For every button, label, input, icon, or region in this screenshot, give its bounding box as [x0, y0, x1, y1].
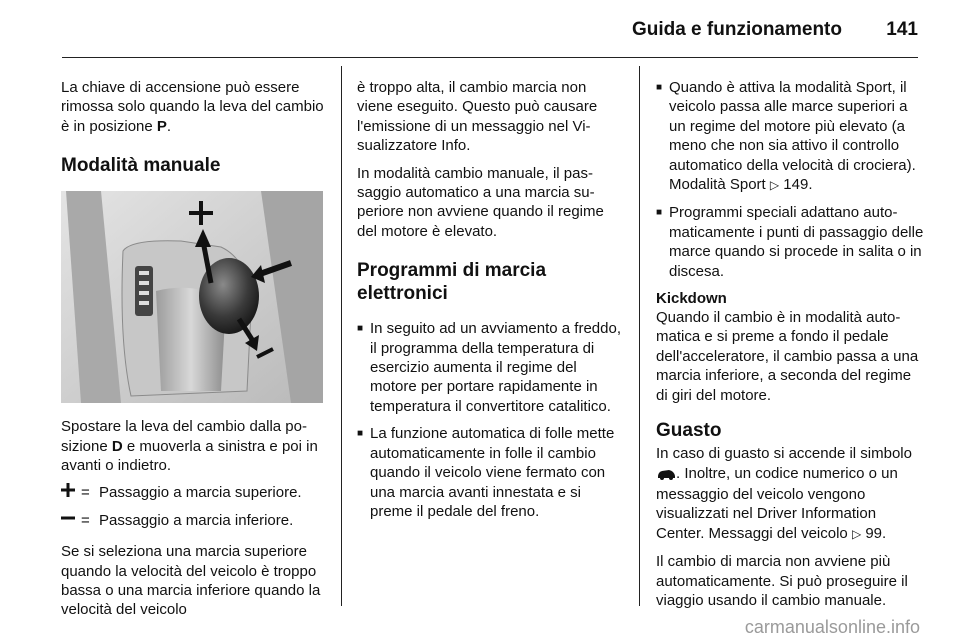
column-1	[61, 78, 327, 628]
car-wrench-icon	[656, 466, 676, 485]
paragraph-move-lever: Spostare la leva del cambio dalla posizione D e muoverla a sinistra e poi in avanti o indietro.	[61, 418, 318, 475]
programs-list	[357, 319, 625, 521]
column-divider-1	[341, 66, 342, 606]
plus-icon	[61, 483, 81, 502]
minus-icon	[61, 511, 81, 530]
list-item: ■ Quando è attiva la modalità Sport, il veicolo passa alle marce superiori a un regime del motore più elevato (a meno che non sia attivo il controllo automatico della velocità di crociera). Modalità Sport ▷ 149.	[656, 78, 924, 195]
paragraph-speed-warning: Se si seleziona una marcia superiore quando la velocità del veicolo è troppo bassa o una marcia inferiore quando la velocità del veicolo	[61, 543, 321, 619]
column-divider-2	[639, 66, 640, 606]
heading-kickdown: Kickdown	[656, 290, 727, 308]
list-item: ■ Programmi speciali adattano automaticamente i punti di passaggio delle marce quando si procede in salita o in discesa.	[656, 203, 924, 281]
paragraph-kickdown: Quando il cambio è in modalità automatica e si preme a fondo il pedale dell'acceleratore, il cambio passa a una marcia inferiore, a seconda del regime di giri del motore.	[656, 309, 919, 404]
header-rule	[62, 57, 918, 58]
paragraph-manual-continue: Il cambio di marcia non avviene più automaticamente. Si può proseguire il viaggio usando il cambio manuale.	[656, 553, 908, 609]
heading-fault: Guasto	[656, 420, 722, 442]
list-item: ■ In seguito ad un avviamento a freddo, il programma della temperatura di esercizio aumenta il regime del motore per portare rapidamente in temperatura il convertitore catalitico.	[357, 319, 625, 416]
list-item: ■ La funzione automatica di folle mette automaticamente in folle il cambio quando il veicolo viene fermato con una marcia avanti innestata e si preme il pedale del freno.	[357, 424, 625, 521]
heading-electronic-programs: Programmi di marcia elettronici	[357, 260, 547, 305]
paragraph-manual-upshift: In modalità cambio manuale, il passaggio automatico a una marcia superiore non avviene quando il regime del motore è elevato.	[357, 164, 604, 240]
column-3	[656, 78, 924, 618]
page-header	[0, 0, 960, 62]
programs-list-continued	[656, 78, 924, 281]
paragraph-no-shift: è troppo alta, il cambio marcia non viene eseguito. Questo può causare l'emissione di un messaggio nel Visualizzatore Info.	[357, 79, 598, 155]
column-2	[357, 78, 625, 529]
reference-arrow-icon: ▷	[769, 178, 780, 193]
paragraph-fault: In caso di guasto si accende il simbolo . Inoltre, un codice numerico o un messaggio del veicolo vengono visualizzati nel Driver Information Center. Messaggi del veicolo ▷ 99.	[656, 445, 912, 542]
reference-arrow-icon: ▷	[851, 526, 862, 541]
page-reference-link[interactable]: 99	[865, 524, 883, 542]
chapter-title: Guida e funzionamento	[631, 19, 842, 40]
page-number: 141	[886, 19, 918, 40]
watermark: carmanualsonline.info	[744, 617, 920, 637]
downshift-text: Passaggio a marcia inferiore.	[99, 511, 294, 529]
downshift-row: = Passaggio a marcia inferiore.	[61, 511, 327, 530]
page-reference-link[interactable]: 149	[783, 176, 809, 194]
upshift-row: = Passaggio a marcia superiore.	[61, 483, 327, 502]
heading-manual-mode: Modalità manuale	[61, 155, 221, 177]
paragraph-key-removal: La chiave di accensione può essere rimossa solo quando la leva del cambio è in posizione P.	[61, 79, 324, 135]
gear-lever-photo	[61, 191, 323, 403]
upshift-text: Passaggio a marcia superiore.	[99, 484, 302, 502]
